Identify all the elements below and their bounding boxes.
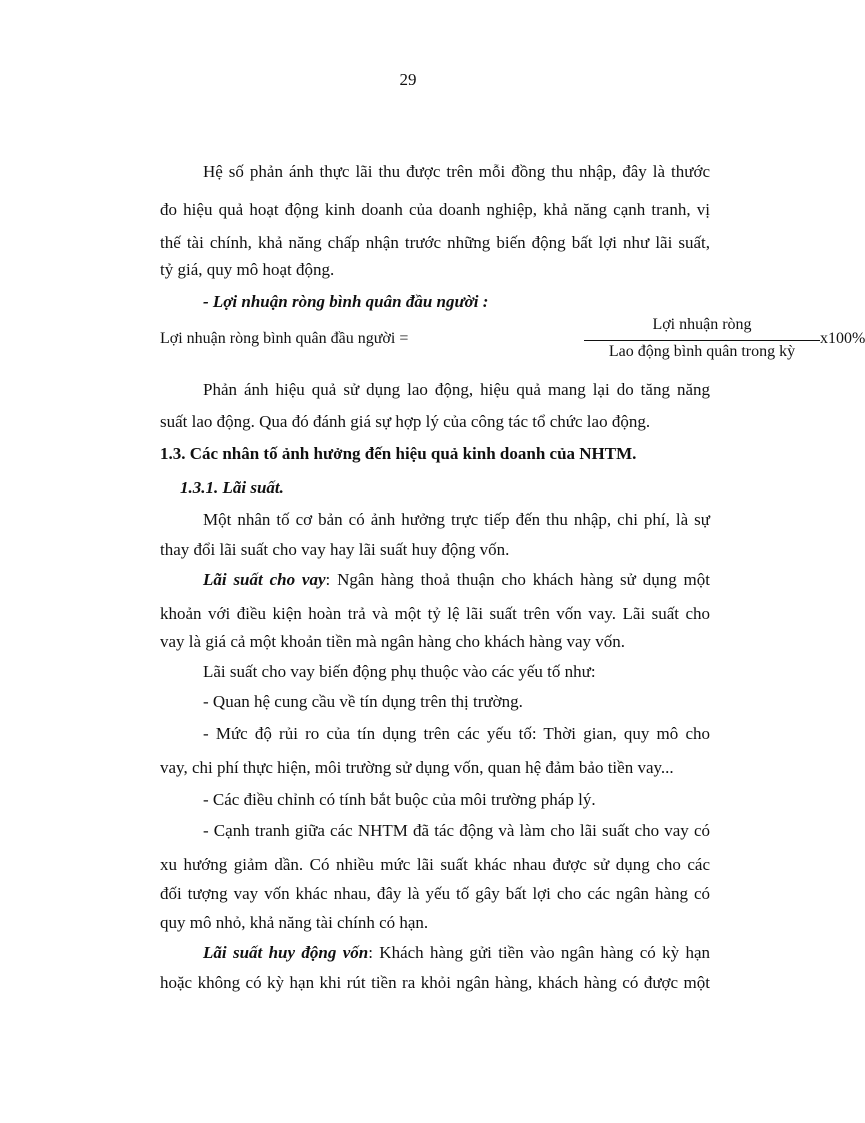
para1-line-3: thế tài chính, khả năng chấp nhận trước những biến động bất lợi như lãi suất, [160,233,710,252]
deposit-rate-line-1 [203,943,710,963]
para1-line-1: Hệ số phản ánh thực lãi thu được trên mỗi đồng thu nhập, đây là thước [203,162,710,181]
deposit-rate-term: Lãi suất huy động vốn [203,943,369,962]
para3-line-2: thay đổi lãi suất cho vay hay lãi suất huy động vốn. [160,540,510,559]
formula-denominator: Lao động bình quân trong kỳ [608,343,796,360]
bullet-competition-line-1: - Cạnh tranh giữa các NHTM đã tác động và làm cho lãi suất cho vay có [203,821,710,840]
deposit-rate-line-2: hoặc không có kỳ hạn khi rút tiền ra khỏi ngân hàng, khách hàng có được một [160,973,710,992]
factors-intro: Lãi suất cho vay biến động phụ thuộc vào các yếu tố như: [203,662,596,681]
formula-profit-per-capita [160,316,865,366]
para1-line-2: đo hiệu quả hoạt động kinh doanh của doanh nghiệp, khả năng cạnh tranh, vị [160,200,710,219]
formula-lhs: Lợi nhuận ròng bình quân đầu người = [160,330,409,347]
heading-1-3-1: 1.3.1. Lãi suất. [180,478,284,497]
bullet-supply-demand: - Quan hệ cung cầu về tín dụng trên thị trường. [203,692,523,711]
para2-line-1: Phản ánh hiệu quả sử dụng lao động, hiệu quả mang lại do tăng năng [203,380,710,399]
bullet-competition-line-4: quy mô nhỏ, khả năng tài chính có hạn. [160,913,429,932]
loan-rate-line-3: vay là giá cả một khoản tiền mà ngân hàng cho khách hàng vay vốn. [160,632,625,651]
loan-rate-line-2: khoản với điều kiện hoàn trả và một tỷ lệ lãi suất trên vốn vay. Lãi suất cho [160,604,710,623]
bullet-competition-line-2: xu hướng giảm dần. Có nhiều mức lãi suất khác nhau được sử dụng cho các [160,855,710,874]
heading-1-3: 1.3. Các nhân tố ảnh hưởng đến hiệu quả kinh doanh của NHTM. [160,444,637,463]
para1-line-4: tỷ giá, quy mô hoạt động. [160,260,335,279]
deposit-rate-definition: : Khách hàng gửi tiền vào ngân hàng có kỳ hạn [368,943,711,962]
page-number: 29 [399,70,417,89]
bullet-legal: - Các điều chỉnh có tính bắt buộc của môi trường pháp lý. [203,790,596,809]
bullet-risk-line-2: vay, chi phí thực hiện, môi trường sử dụng vốn, quan hệ đảm bảo tiền vay... [160,758,674,777]
loan-rate-line-1 [203,570,710,590]
loan-rate-term: Lãi suất cho vay [203,570,326,589]
formula-multiplier: x100% [820,330,865,347]
para3-line-1: Một nhân tố cơ bản có ảnh hưởng trực tiếp đến thu nhập, chi phí, là sự [203,510,710,529]
bullet-risk-line-1: - Mức độ rủi ro của tín dụng trên các yếu tố: Thời gian, quy mô cho [203,724,710,743]
para2-line-2: suất lao động. Qua đó đánh giá sự hợp lý của công tác tổ chức lao động. [160,412,651,431]
fraction-bar [584,340,820,341]
subheading-profit-per-capita: - Lợi nhuận ròng bình quân đầu người : [203,292,489,311]
formula-numerator: Lợi nhuận ròng [652,316,752,333]
bullet-competition-line-3: đối tượng vay vốn khác nhau, đây là yếu tố gây bất lợi cho các ngân hàng có [160,884,710,903]
loan-rate-definition: : Ngân hàng thoả thuận cho khách hàng sử dụng một [325,570,710,589]
